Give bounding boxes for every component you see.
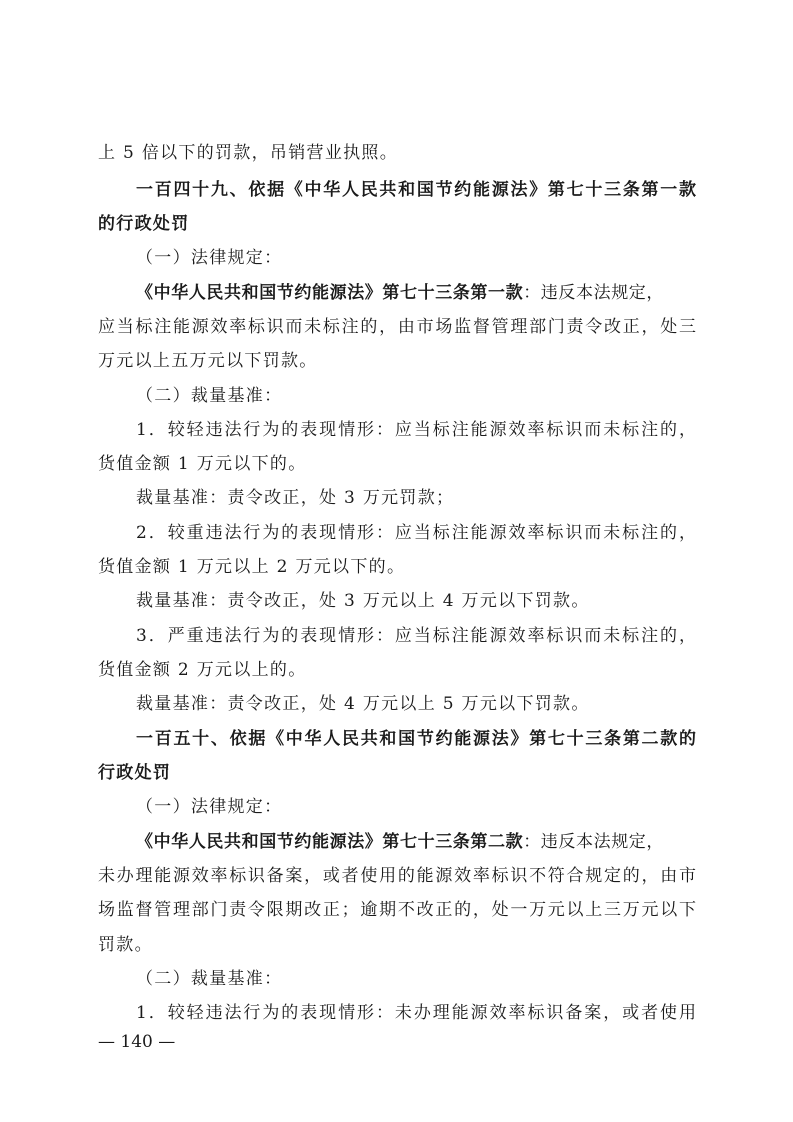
law-citation-text: ：违反本法规定， (523, 283, 665, 303)
law-citation-line (136, 830, 696, 854)
body-line: 货值金额 1 万元以下的。 (98, 454, 307, 474)
body-line: 应当标注能源效率标识而未标注的，由市场监督管理部门责令改正，处三 (98, 317, 696, 337)
section-heading-149: 一百四十九、依据《中华人民共和国节约能源法》第七十三条第一款 (136, 180, 696, 200)
body-line: 货值金额 1 万元以上 2 万元以下的。 (98, 557, 406, 577)
law-citation: 《中华人民共和国节约能源法》第七十三条第一款 (136, 283, 524, 303)
body-line: 1．较轻违法行为的表现情形：应当标注能源效率标识而未标注的， (136, 420, 696, 440)
subheading-legal-provision: （一）法律规定： (136, 248, 283, 268)
body-line: 裁量基准：责令改正，处 3 万元罚款； (136, 488, 455, 508)
body-line: 万元以上五万元以下罚款。 (98, 351, 318, 371)
section-heading-150: 一百五十、依据《中华人民共和国节约能源法》第七十三条第二款的 (136, 729, 696, 749)
subheading-legal-provision: （一）法律规定： (136, 797, 283, 817)
body-line: 2．较重违法行为的表现情形：应当标注能源效率标识而未标注的， (136, 523, 696, 543)
subheading-discretion-standard: （二）裁量基准： (136, 386, 283, 406)
body-line: 裁量基准：责令改正，处 4 万元以上 5 万元以下罚款。 (136, 694, 590, 714)
body-line: 上 5 倍以下的罚款，吊销营业执照。 (98, 143, 399, 163)
body-line: 罚款。 (98, 935, 153, 955)
law-citation-text: ：违反本法规定， (523, 832, 665, 852)
body-line: 未办理能源效率标识备案，或者使用的能源效率标识不符合规定的，由市 (98, 866, 696, 886)
section-heading-149-cont: 的行政处罚 (98, 214, 190, 234)
body-line: 场监督管理部门责令限期改正；逾期不改正的，处一万元以上三万元以下 (98, 900, 696, 920)
section-heading-150-cont: 行政处罚 (98, 763, 172, 783)
law-citation: 《中华人民共和国节约能源法》第七十三条第二款 (136, 832, 524, 852)
body-line: 裁量基准：责令改正，处 3 万元以上 4 万元以下罚款。 (136, 591, 590, 611)
page-number: — 140 — (98, 1032, 176, 1052)
body-line: 3．严重违法行为的表现情形：应当标注能源效率标识而未标注的， (136, 626, 696, 646)
law-citation-line (136, 281, 696, 305)
subheading-discretion-standard: （二）裁量基准： (136, 969, 283, 989)
body-line: 1．较轻违法行为的表现情形：未办理能源效率标识备案，或者使用 (136, 1003, 696, 1023)
body-line: 货值金额 2 万元以上的。 (98, 660, 307, 680)
